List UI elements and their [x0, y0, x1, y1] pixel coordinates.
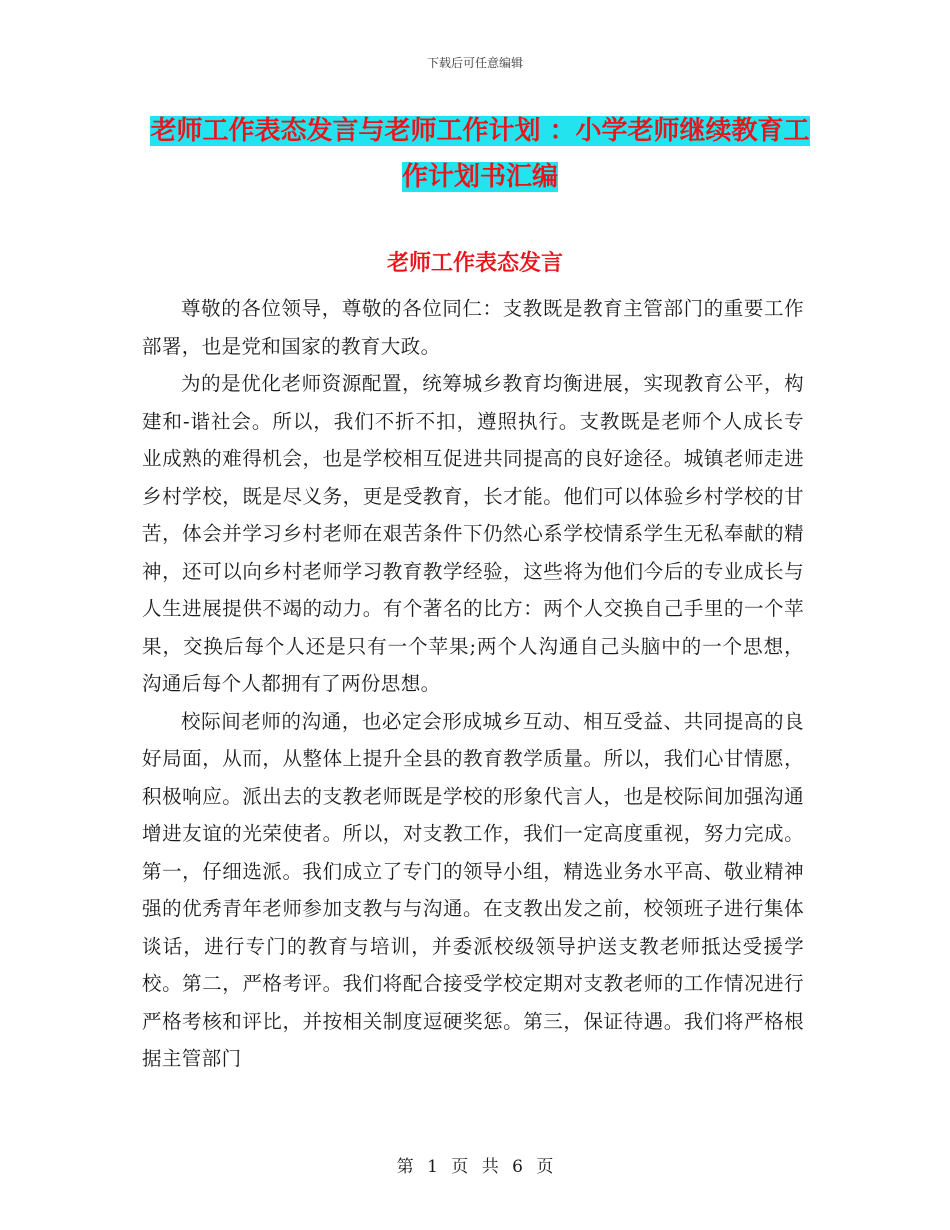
document-body: [142, 290, 804, 1078]
paragraph: 尊敬的各位领导，尊敬的各位同仁：支教既是教育主管部门的重要工作部署，也是党和国家的教育大政。: [142, 297, 804, 358]
document-title: [140, 108, 820, 200]
document-title-text: 老师工作表态发言与老师工作计划 ：小学老师继续教育工作计划书汇编: [150, 116, 810, 192]
paragraph: 校际间老师的沟通，也必定会形成城乡互动、相互受益、共同提高的良好局面，从而，从整体上提升全县的教育教学质量。所以，我们心甘情愿，积极响应。派出去的支教老师既是学校的形象代言人，也是校际间加强沟通增进友谊的光荣使者。所以，对支教工作，我们一定高度重视，努力完成。第一，仔细选派。我们成立了专门的领导小组，精选业务水平高、敬业精神强的优秀青年老师参加支教与与沟通。在支教出发之前，校领班子进行集体谈话，进行专门的教育与培训，并委派校级领导护送支教老师抵达受援学校。第二，严格考评。我们将配合接受学校定期对支教老师的工作情况进行严格考核和评比，并按相关制度逗硬奖惩。第三，保证待遇。我们将严格根据主管部门: [142, 709, 804, 1070]
header-note: 下载后可任意编辑: [426, 56, 523, 70]
page-footer: 第 1 页 共 6 页: [396, 1157, 554, 1177]
section-title: 老师工作表态发言: [386, 251, 563, 276]
paragraph: 为的是优化老师资源配置，统筹城乡教育均衡进展，实现教育公平，构建和-谐社会。所以，我们不折不扣，遵照执行。支教既是老师个人成长专业成熟的难得机会，也是学校相互促进共同提高的良好途径。城镇老师走进乡村学校，既是尽义务，更是受教育，长才能。他们可以体验乡村学校的甘苦，体会并学习乡村老师在艰苦条件下仍然心系学校情系学生无私奉献的精神，还可以向乡村老师学习教育教学经验，这些将为他们今后的专业成长与人生进展提供不竭的动力。有个著名的比方：两个人交换自己手里的一个苹果，交换后每个人还是只有一个苹果;两个人沟通自己头脑中的一个思想，沟通后每个人都拥有了两份思想。: [142, 372, 804, 695]
